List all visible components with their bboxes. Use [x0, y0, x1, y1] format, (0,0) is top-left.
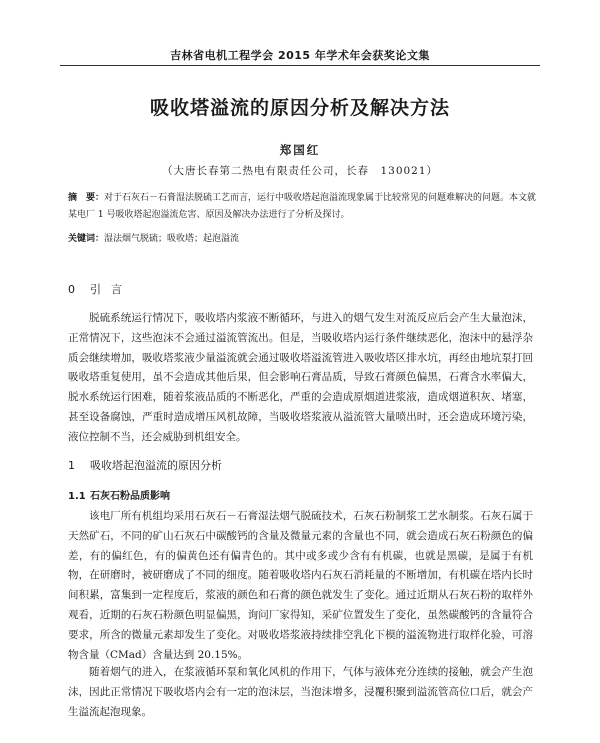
paper-title: 吸收塔溢流的原因分析及解决方法: [149, 97, 450, 119]
section-number: 1: [68, 459, 75, 472]
author: 郑国红: [279, 143, 321, 157]
subsection-title: 石灰石粉品质影响: [90, 491, 170, 502]
keywords-text: 湿法烟气脱硫；吸收塔；起泡溢流: [104, 234, 240, 244]
affiliation: （大唐长春第二热电有限责任公司，长春 130021）: [161, 165, 439, 177]
abstract-text: 对于石灰石－石膏湿法脱硫工艺而言，运行中吸收塔起泡溢流现象属于比较常见的问题难解决的问题。本文就某电厂 1 号吸收塔起泡溢流危害、原因及解决办法进行了分析及探讨。: [68, 193, 537, 220]
body-paragraph: 该电厂所有机组均采用石灰石－石膏湿法烟气脱硫技术，石灰石粉制浆工艺水制浆。石灰石属于天然矿石，不同的矿山石灰石中碳酸钙的含量及微量元素的含量也不同，就会造成石灰石粉颜色的偏差，有的偏红色，有的偏黄色还有偏青色的。其中或多或少含有有机碳，也就是黑碳，是属于有机物，在研磨时，被研磨成了不同的细度。随着吸收塔内石灰石消耗量的不断增加，有机碳在塔内长时间积累，富集到一定程度后，浆液的颜色和石膏的颜色就发生了变化。通过近期从石灰石粉的取样外观看，近期的石灰石粉颜色明显偏黑，询问厂家得知，采矿位置发生了变化，虽然碳酸钙的含量符合要求，所含的微量元素却发生了变化。对吸收塔浆液持续排空乳化下模的溢流物进行取样化验，可溶物含量（CMad）含量达到 20.15%。: [68, 510, 533, 661]
running-header: 吉林省电机工程学会 2015 年学术年会获奖论文集: [170, 49, 430, 62]
abstract-label: 摘 要：: [68, 193, 105, 203]
section-heading-1: [68, 457, 222, 473]
header-rule: [60, 65, 540, 66]
keywords-label: 关键词：: [68, 234, 105, 244]
section-title: 引言: [90, 283, 132, 296]
intro-paragraph: 脱硫系统运行情况下，吸收塔内浆液不断循环，与进入的烟气发生对流反应后会产生大量泡沫，正常情况下，这些泡沫不会通过溢流管流出。但是，当吸收塔内运行条件继续恶化，泡沫中的悬浮杂质会继续增加，吸收塔浆液少量溢流就会通过吸收塔溢流管进入吸收塔区排水坑，再经由地坑泵打回吸收塔重复使用，虽不会造成其他后果，但会影响石膏品质，导致石膏颜色偏黑，石膏含水率偏大，脱水系统运行困难，随着浆液品质的不断恶化，严重的会造成原烟道进浆液，造成烟道积灰、堵塞，甚至设备腐蚀，严重时造成增压风机故障，当吸收塔浆液从溢流管大量喷出时，还会造成环境污染，液位控制不当，还会威胁到机组安全。: [68, 312, 533, 443]
abstract: [68, 190, 540, 224]
body-paragraph: 随着烟气的进入，在浆液循环泵和氧化风机的作用下，气体与液体充分连续的接触，就会产生泡沫，因此正常情况下吸收塔内会有一定的泡沫层，当泡沫增多，浸覆积聚到溢流管高位口后，就会产生溢流起泡现象。: [68, 666, 533, 718]
section-heading-intro: [68, 281, 132, 297]
subsection-number: 1.1: [68, 491, 86, 502]
section-number: 0: [68, 283, 75, 296]
section-title: 吸收塔起泡溢流的原因分析: [90, 459, 222, 472]
subsection-heading-1-1: [68, 487, 170, 502]
keywords: [68, 231, 540, 248]
